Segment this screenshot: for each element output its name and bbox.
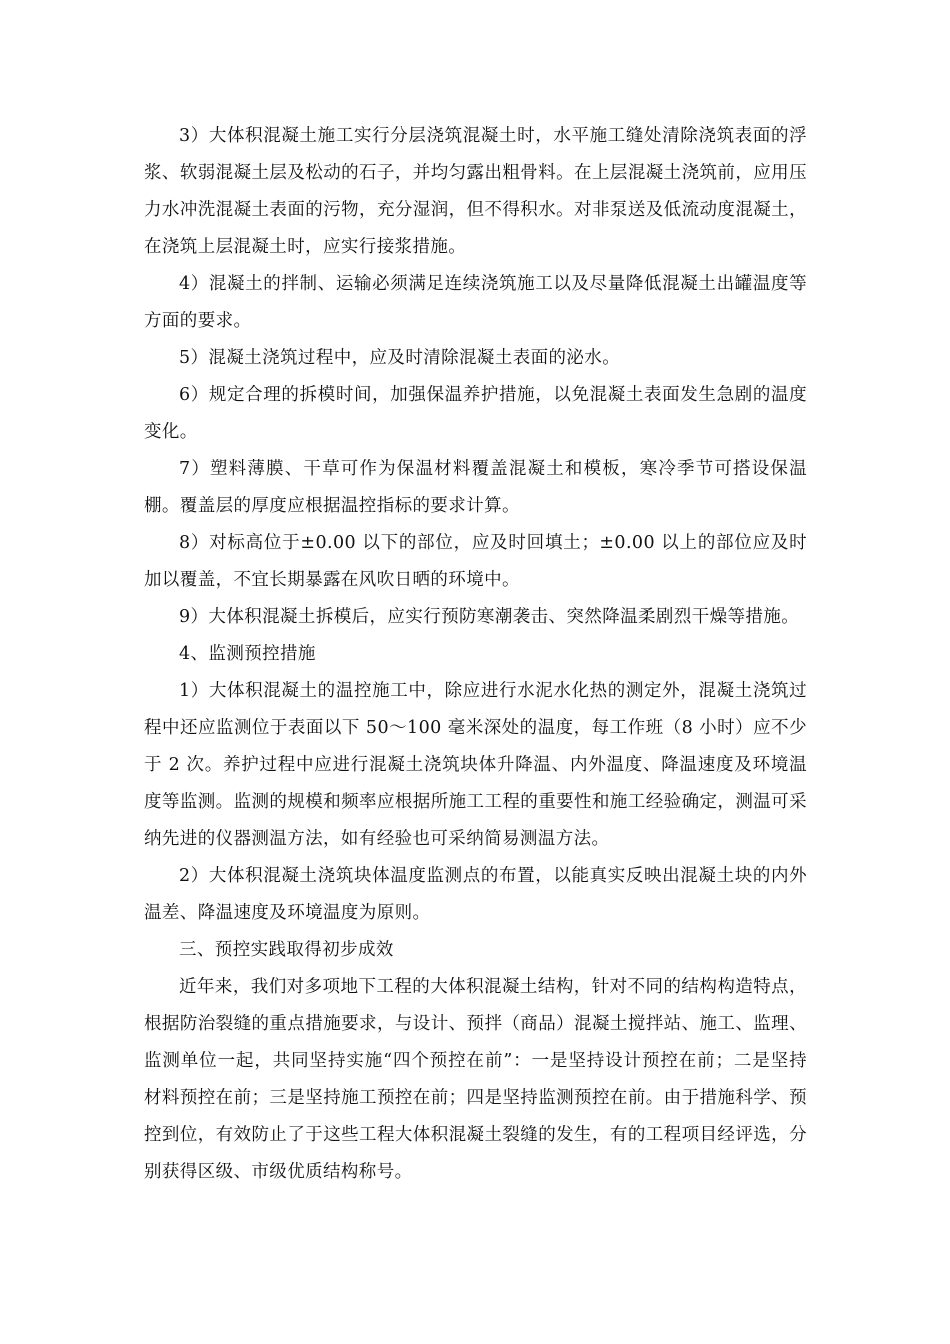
section-heading-results: 三、预控实践取得初步成效 [179,940,394,960]
paragraph-monitoring-2: 2）大体积混凝土浇筑块体温度监测点的布置，以能真实反映出混凝土块的内外温差、降温速度及环境温度为原则。 [144,866,807,923]
paragraph-item-5: 5）混凝土浇筑过程中，应及时清除混凝土表面的泌水。 [179,348,621,368]
paragraph-monitoring-1: 1）大体积混凝土的温控施工中，除应进行水泥水化热的测定外，混凝土浇筑过程中还应监测位于表面以下 50～100 毫米深处的温度，每工作班（8 小时）应不少于 2 次。养护过程中应进行混凝土浇筑块体升降温、内外温度、降温速度及环境温度等监测。监测的规模和频率应根据所施工工程的重要性和施工经验确定，测温可采纳先进的仪器测温方法，如有经验也可采纳简易测温方法。 [144,681,807,849]
paragraph-item-8: 8）对标高位于±0.00 以下的部位，应及时回填土；±0.00 以上的部位应及时加以覆盖，不宜长期暴露在风吹日晒的环境中。 [144,533,807,590]
paragraph-item-4: 4）混凝土的拌制、运输必须满足连续浇筑施工以及尽量降低混凝土出罐温度等方面的要求。 [144,274,807,331]
paragraph-item-6: 6）规定合理的拆模时间，加强保温养护措施，以免混凝土表面发生急剧的温度变化。 [144,385,807,442]
section-heading-monitoring: 4、监测预控措施 [179,644,316,664]
paragraph-item-9: 9）大体积混凝土拆模后，应实行预防寒潮袭击、突然降温柔剧烈干燥等措施。 [179,607,800,627]
paragraph-item-3: 3）大体积混凝土施工实行分层浇筑混凝土时，水平施工缝处清除浇筑表面的浮浆、软弱混凝土层及松动的石子，并均匀露出粗骨料。在上层混凝土浇筑前，应用压力水冲洗混凝土表面的污物，充分湿润，但不得积水。对非泵送及低流动度混凝土，在浇筑上层混凝土时，应实行接浆措施。 [144,126,807,257]
paragraph-results: 近年来，我们对多项地下工程的大体积混凝土结构，针对不同的结构构造特点，根据防治裂缝的重点措施要求，与设计、预拌（商品）混凝土搅拌站、施工、监理、监测单位一起，共同坚持实施“四个预控在前”：一是坚持设计预控在前；二是坚持材料预控在前；三是坚持施工预控在前；四是坚持监测预控在前。由于措施科学、预控到位，有效防止了于这些工程大体积混凝土裂缝的发生，有的工程项目经评选，分别获得区级、市级优质结构称号。 [144,977,807,1182]
document-body [144,118,807,1191]
paragraph-item-7: 7）塑料薄膜、干草可作为保温材料覆盖混凝土和模板，寒冷季节可搭设保温棚。覆盖层的厚度应根据温控指标的要求计算。 [144,459,807,516]
